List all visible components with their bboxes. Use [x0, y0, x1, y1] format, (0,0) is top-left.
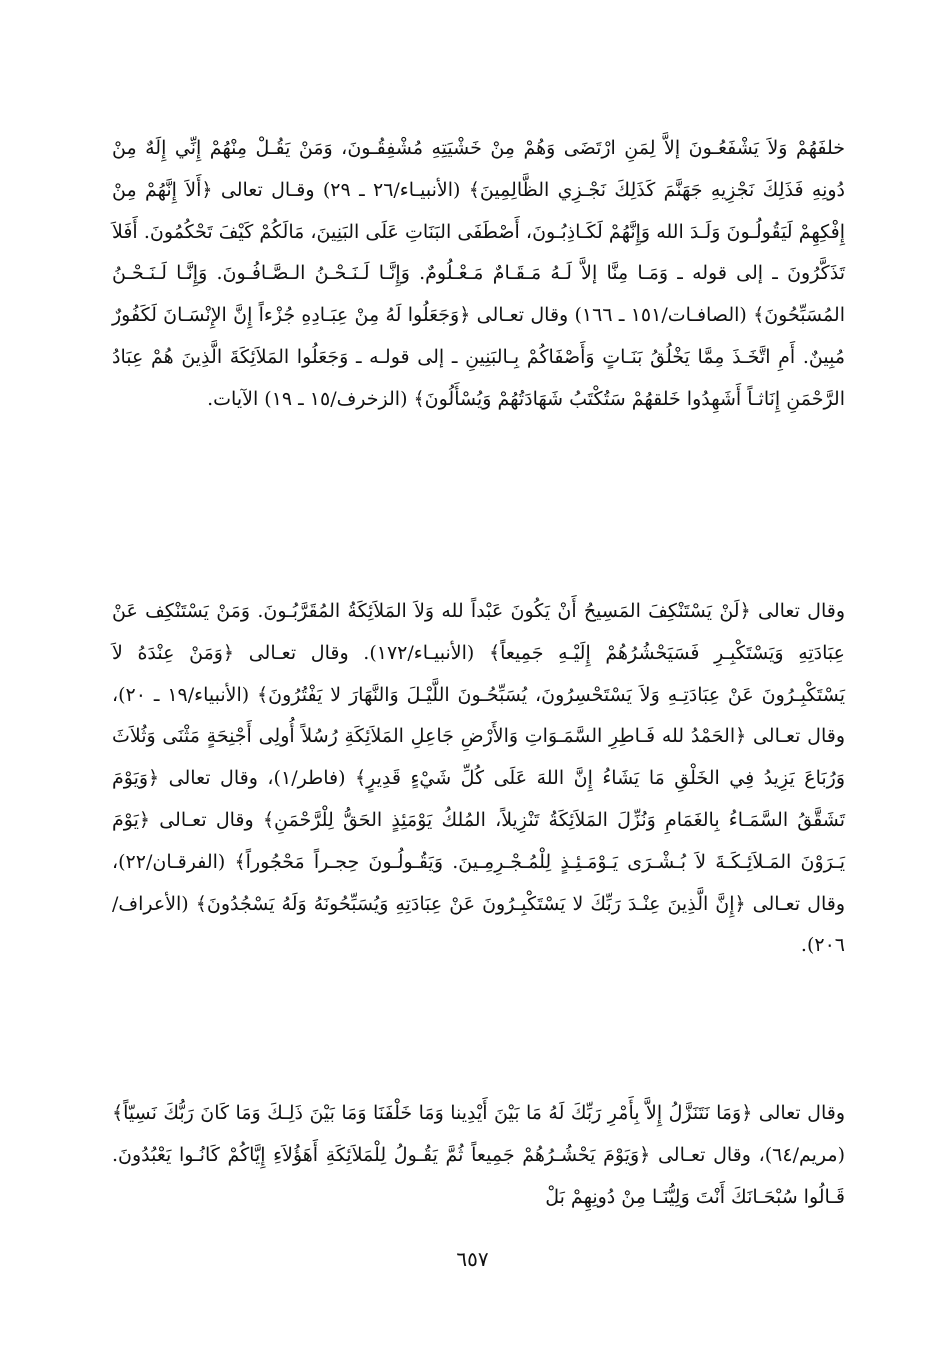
paragraph-1	[112, 128, 845, 421]
paragraph-text: وقال تعالى ﴿وَمَا نَتَنَزَّلُ إِلاَّ بِأَمْرِ رَبِّكَ لَهُ مَا بَيْنَ أَيْدِينا وَمَا خَلْفَنَا وَمَا بَيْنَ ذَلِـكَ وَمَا كَانَ رَبُّكَ نَسِيّاً﴾ (مريم/٦٤)، وقال تعـالى ﴿وَيَوْمَ يَحْشُـرُهُمْ جَمِيعاً ثُمَّ يَقُـولُ لِلْمَلاَئِكَةِ أَهَؤُلاَءِ إِيَّاكُمْ كَانُـوا يَعْبُدُونَ. قَـالُوا سُبْحَـانَكَ أَنْتَ وَلِيُّنَـا مِنْ دُونِهِمْ بَلْ	[112, 1102, 845, 1208]
paragraph-text: خلفَهُمْ وَلاَ يَشْفَعُـونَ إلاَّ لِمَنِ ارْتَضَى وَهُمْ مِنْ خَشْيَتِهِ مُشْفِقُـونَ، وَمَنْ يَقُـلْ مِنْهُمْ إِنِّي إِلَهٌ مِنْ دُونِهِ فَذَلِكَ نَجْزِيهِ جَهَنَّمَ كَذَلِكَ نَجْـزِي الظَّالِمِينَ﴾ (الأنبيـاء/٢٦ ـ ٢٩) وقـال تعالى ﴿أَلاَ إِنَّهُمْ مِنْ إِفْكِهِمْ لَيَقُولُـونَ وَلَـدَ الله وَإِنَّهُمْ لَكَـاذِبُـونَ، أَصْطَفَى البَنَاتِ عَلَى البَنِينَ، مَالَكُمْ كَيْفَ تَحْكُمُونَ. أَفَلاَ تَذَكَّرُونَ ـ إلى قوله ـ وَمَـا مِنَّا إلاَّ لَـهُ مَـقَـامٌ مَـعْـلُومٌ. وَإِنَّـا لَـنَـحْـنُ الـصَّـافُـونَ. وَإِنَّـا لَـنَـحْـنُ المُسَبِّحُونَ﴾ (الصافـات/١٥١ ـ ١٦٦) وقال تعـالى ﴿وَجَعَلُوا لَهُ مِنْ عِبَـادِهِ جُزْءاً إِنَّ الإِنْسَـانَ لَكَفُورٌ مُبِينٌ. أَمِ اتَّخَـذَ مِمَّا يَخْلُقُ بَنَـاتٍ وَأَصْفَاكُمْ بِـالبَنِينِ ـ إلى قولـه ـ وَجَعَلُوا المَلاَئِكَةَ الَّذِينَ هُمْ عِبَادُ الرَّحْمَنِ إِنَاثـاً أَشَهِدُوا خَلقهُمْ سَتُكْتَبُ شَهَادَتُهُمْ وَيُسْأَلُونَ﴾ (الزخرف/١٥ ـ ١٩) الآيات.	[112, 137, 845, 410]
page-number: ٦٥٧	[456, 1247, 489, 1271]
paragraph-3	[112, 1093, 845, 1218]
paragraph-text: وقال تعالى ﴿لَنْ يَسْتَنْكِفَ المَسِيحُ أَنْ يَكُونَ عَبْداً لله وَلاَ المَلاَئِكَةُ المُقَرَّبُـونَ. وَمَنْ يَسْتَنْكِف عَنْ عِبَادَتِهِ وَيَسْتَكْبِـرِ فَسَيَحْشُرُهُمْ إِلَيْـهِ جَمِيعاً﴾ (الأنبيـاء/١٧٢). وقال تعـالى ﴿وَمَنْ عِنْدَهُ لاَ يَسْتَكْبِـرُونَ عَنْ عِبَادَتِـهِ وَلاَ يَسْتَحْسِرُونَ، يُسَبِّحُـونَ اللَّيْـلَ وَالنَّهَارَ لا يَفْتُرُونَ﴾ (الأنبياء/١٩ ـ ٢٠)، وقال تعـالى ﴿الحَمْدُ لله فَـاطِرِ السَّمَـوَاتِ وَالأَرْضِ جَاعِلِ المَلاَئِكَةِ رُسُلاً أُولِى أَجْنِحَةٍ مَثْنَى وَثُلاَثَ وَرُبَاعَ يَزِيدُ فِي الخَلْقِ مَا يَشَاءُ إِنَّ اللهَ عَلَى كُلِّ شَيْءٍ قَدِيرٍ﴾ (فاطر/١)، وقال تعالى ﴿وَيَوْمَ تَشَقَّقُ السَّمَـاءُ بِالغَمَامِ وَنُزِّلَ المَلاَئِكَةُ تَنْزِيلاً، المُلكُ يَوْمَئِذٍ الحَقُّ لِلْرَّحْمَنِ﴾ وقال تعـالى ﴿يَوْمَ يَـرَوْنَ المَـلاَئِـكَـةَ لاَ بُـشْـرَى يَـوْمَـئِـذٍ لِلْمُـجْـرِمِـينَ. وَيَقُـولُـونَ حِجـراً مَحْجُوراً﴾ (الفرقـان/٢٢)، وقال تعـالى ﴿إِنَّ الَّذِينَ عِنْـدَ رَبِّكَ لا يَسْتَكْبِـرُونَ عَنْ عِبَادَتِهِ وَيُسَبِّحُونَهُ وَلَهُ يَسْجُدُونَ﴾ (الأعراف/٢٠٦).	[112, 600, 846, 957]
paragraph-2	[112, 591, 845, 967]
